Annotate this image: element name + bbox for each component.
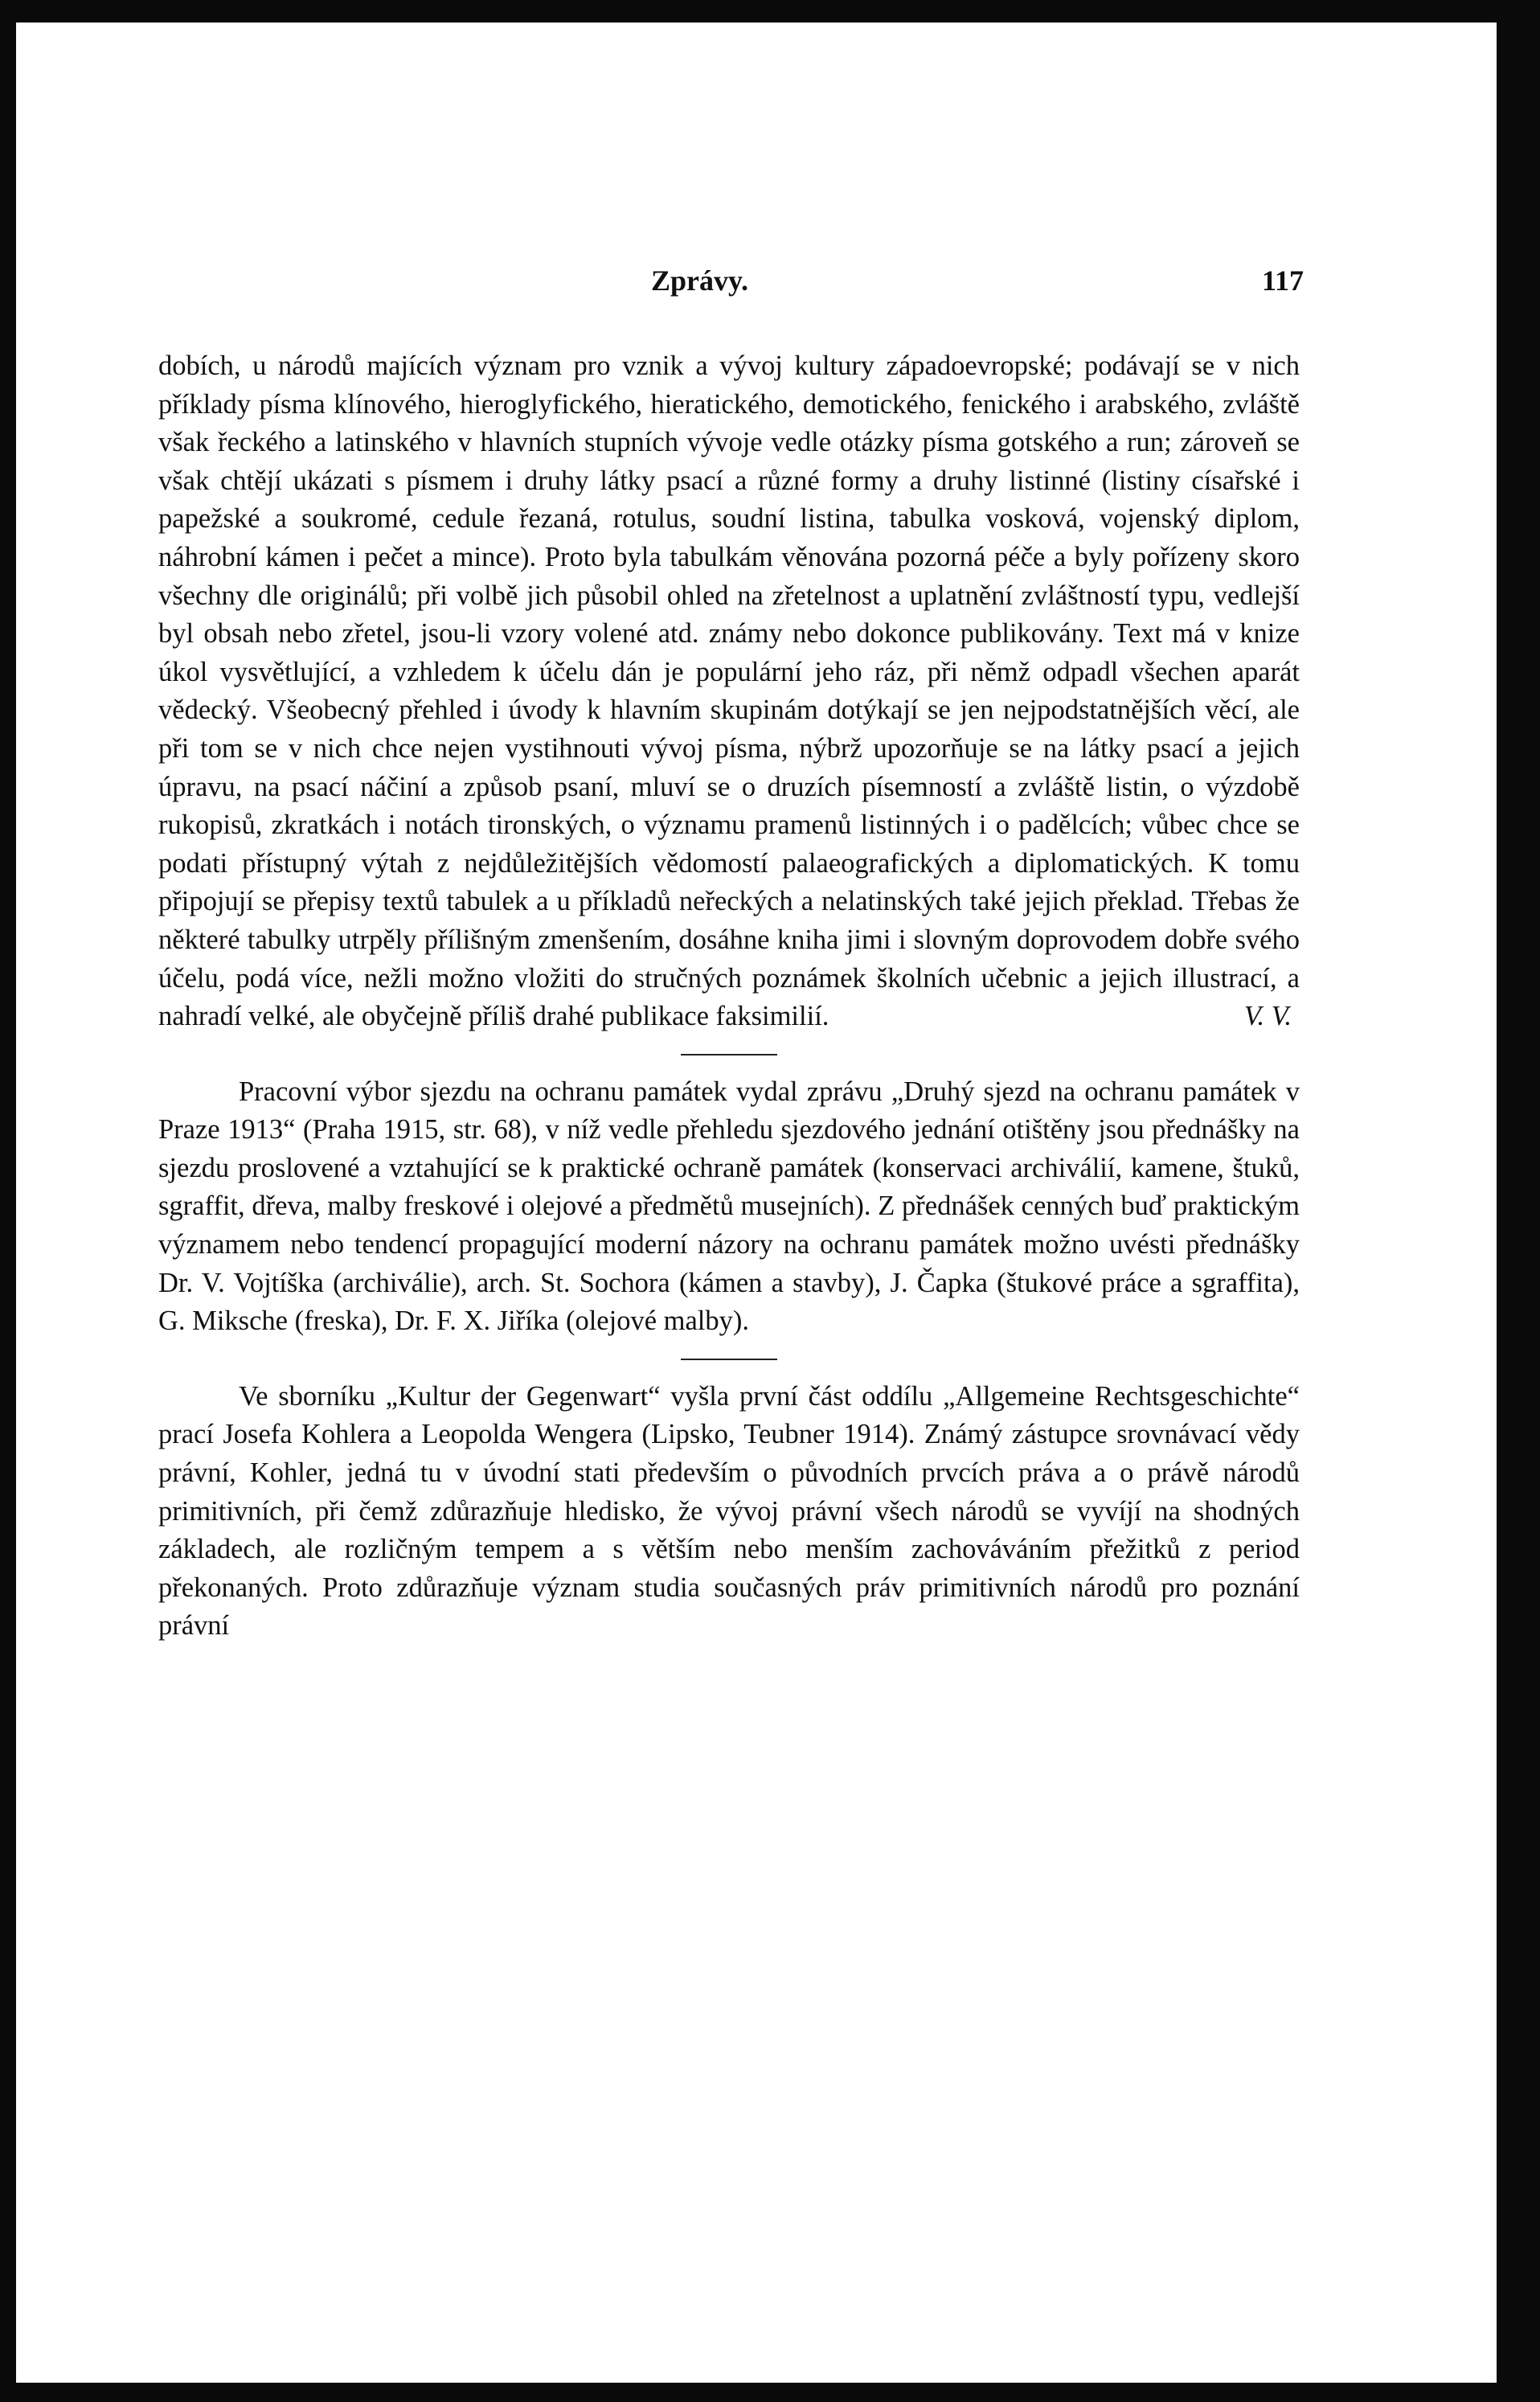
page-number: 117 xyxy=(1261,264,1304,297)
page-header xyxy=(16,264,1497,312)
paragraph-monument-congress xyxy=(158,1073,1300,1341)
paragraph-text: dobích, u národů majících význam pro vznik a vývoj kultury západoevropské; podávají se v nich příklady písma klínového, hieroglyfického, hieratického, demotického, fenického i arabského, zvláště však řeckého a latinského v hlavních stupních vývoje vedle otázky písma gotského a run; zároveň se však chtějí ukázati s písmem i druhy látky psací a různé formy a druhy listinné (listiny císařské i papežské a soukromé, cedule řezaná, rotulus, soudní listina, tabulka vosková, vojenský diplom, náhrobní kámen i pečet a mince). Proto byla tabulkám věnována pozorná péče a byly pořízeny skoro všechny dle originálů; při volbě jich působil ohled na zřetelnost a uplatnění zvláštností typu, vedlejší byl obsah nebo zřetel, jsou-li vzory volené atd. známy nebo dokonce publikovány. Text má v knize úkol vysvětlující, a vzhledem k účelu dán je populární jeho ráz, při němž odpadl všechen aparát vědecký. Všeobecný přehled i úvody k hlavním skupinám dotýkají se jen nejpodstatnějších věcí, ale při tom se v nich chce nejen vystihnouti vývoj písma, nýbrž upozorňuje se na látky psací a jejich úpravu, na psací náčiní a způsob psaní, mluví se o druzích písemností a zvláště listin, o výzdobě rukopisů, zkratkách i notách tironských, o významu pramenů listinných i o padělcích; vůbec chce se podati přístupný výtah z nejdůležitějších vědomostí palaeografických a diplomatických. K tomu připojují se přepisy textů tabulek a u příkladů neřeckých a nelatinských také jejich překlad. Třebas že některé tabulky utrpěly přílišným zmenšením, dosáhne kniha jimi i slovným doprovodem dobře svého účelu, podá více, nežli možno vložiti do stručných poznámek školních učebnic a jejich illustrací, a nahradí velké, ale obyčejně příliš drahé publikace faksimilií. xyxy=(158,350,1300,1032)
page-body xyxy=(158,347,1300,1646)
paragraph-text: Pracovní výbor sjezdu na ochranu památek vydal zprávu „Druhý sjezd na ochranu památek v Praze 1913“ (Praha 1915, str. 68), v níž vedle přehledu sjezdového jednání otištěny jsou přednášky na sjezdu proslovené a vztahující se k praktické ochraně památek (konservaci archiválií, kamene, štuků, sgraffit, dřeva, malby freskové i olejové a předmětů musejních). Z přednášek cenných buď praktickým významem nebo tendencí propagující moderní názory na ochranu památek možno uvésti přednášky Dr. V. Vojtíška (archiválie), arch. St. Sochora (kámen a stavby), J. Čapka (štukové práce a sgraffita), G. Miksche (freska), Dr. F. X. Jiříka (olejové malby). xyxy=(158,1076,1300,1337)
section-divider xyxy=(681,1054,777,1055)
paragraph-text: Ve sborníku „Kultur der Gegenwart“ vyšla první část oddílu „Allgemeine Rechtsgeschichte“ prací Josefa Kohlera a Leopolda Wengera (Lipsko, Teubner 1914). Známý zástupce srovnávací vědy právní, Kohler, jedná tu v úvodní stati především o původních prvcích práva a o právě národů primitivních, při čemž zdůrazňuje hledisko, že vývoj právní všech národů se vyvíjí na shodných základech, ale rozličným tempem a s větším nebo menším zachováváním přežitků z period překonaných. Proto zdůrazňuje význam studia současných práv primitivních národů pro poznání právní xyxy=(158,1380,1300,1642)
paragraph-legal-history xyxy=(158,1378,1300,1646)
paragraph-paleography-review xyxy=(158,347,1300,1036)
book-page xyxy=(16,23,1497,2383)
running-title: Zprávy. xyxy=(651,264,749,297)
section-divider xyxy=(681,1359,777,1360)
author-signature: V. V. xyxy=(1243,1001,1292,1032)
